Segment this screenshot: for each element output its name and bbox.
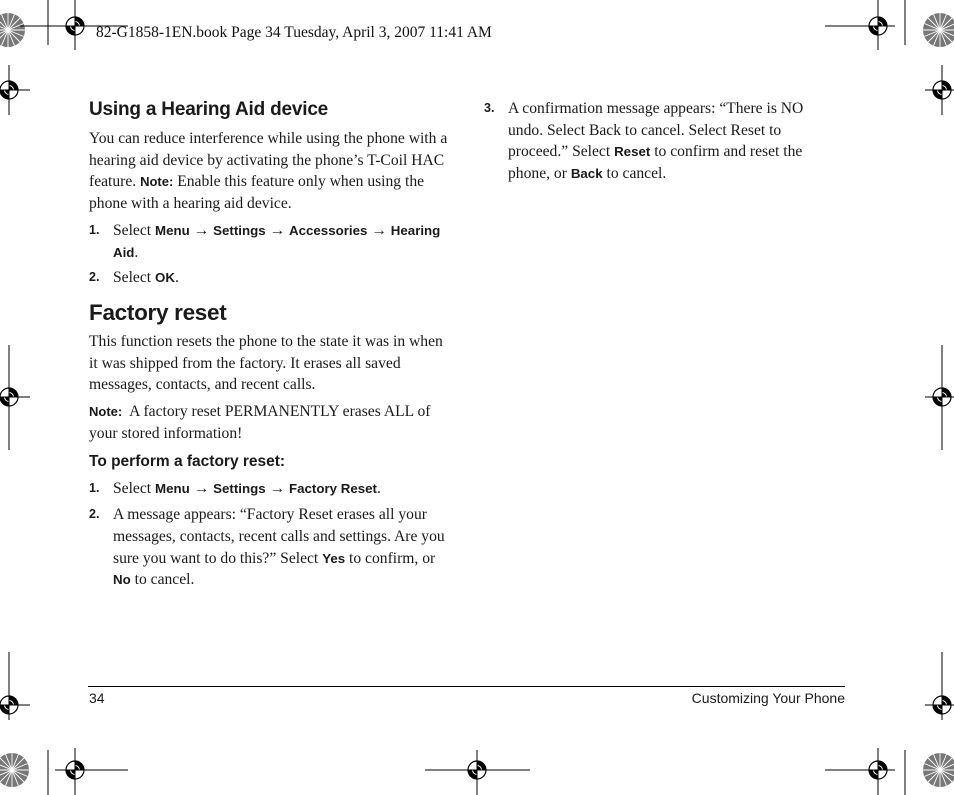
no-label: No — [113, 572, 131, 588]
hearing-note-text: Enable this feature only when using the phone with a hearing aid device. — [89, 173, 425, 213]
hearing-step-1: 1. Select Menu → Settings → Accessories → Hearing Aid. — [89, 221, 441, 261]
hearing-aid-label: Hearing Aid — [113, 222, 441, 260]
starburst-mark-bottom-left — [0, 753, 29, 787]
factory-step-2: 2. A message appears: “Factory Reset erases all your messages, contacts, recent calls and settings. Are you sure you want to do this?” Select Yes to confirm, or No to cancel. — [89, 506, 445, 589]
hearing-aid-heading: Using a Hearing Aid device — [89, 99, 329, 120]
arrow-icon: → — [269, 480, 286, 498]
yes-label: Yes — [322, 550, 346, 566]
factory-reset-subheading: To perform a factory reset: — [89, 453, 286, 471]
factory-step-1: 1. Select Menu → Settings → Factory Reset. — [89, 480, 381, 498]
settings-label: Settings — [213, 222, 266, 238]
back-label: Back — [570, 166, 603, 182]
starburst-mark-top-left — [0, 13, 25, 47]
print-header: 82-G1858-1EN.book Page 34 Tuesday, April 3, 2007 11:41 AM — [96, 24, 492, 41]
right-column — [484, 98, 819, 189]
hearing-aid-intro: You can reduce interference while using the phone with a hearing aid device by activating the phone’s T-Coil HAC feature. Note: Enable this feature only when using the phone with a hearing aid device. — [89, 130, 448, 213]
arrow-icon: → — [269, 221, 286, 239]
factory-reset-note: Note: A factory reset PERMANENTLY erases ALL of your stored information! — [89, 403, 431, 442]
factory-reset-intro: This function resets the phone to the state it was in when it was shipped from the factory. It erases all saved messages, contacts, and recent calls. — [89, 332, 443, 394]
page-number: 34 — [89, 690, 105, 706]
arrow-icon: → — [193, 221, 210, 239]
accessories-label: Accessories — [289, 222, 368, 238]
hearing-step-2: 2. Select OK. — [89, 269, 179, 287]
section-title: Customizing Your Phone — [691, 690, 845, 706]
hearing-note-label: Note: — [140, 174, 174, 190]
starburst-mark-top-right — [923, 13, 954, 47]
starburst-mark-bottom-right — [923, 753, 954, 787]
arrow-icon: → — [193, 480, 210, 498]
ok-label: OK — [155, 270, 175, 286]
menu-label: Menu — [155, 481, 190, 497]
factory-reset-heading: Factory reset — [89, 299, 227, 325]
settings-label: Settings — [213, 481, 266, 497]
left-column — [89, 98, 454, 595]
arrow-icon: → — [371, 221, 387, 239]
footer-rule — [88, 686, 845, 687]
reset-label: Reset — [614, 144, 651, 160]
factory-reset-label: Factory Reset — [289, 481, 377, 497]
factory-step-3: 3. A confirmation message appears: “There is NO undo. Select Back to cancel. Select Reset to proceed.” Select Reset to confirm and reset the phone, or Back to cancel. — [484, 100, 804, 183]
menu-label: Menu — [155, 222, 190, 238]
